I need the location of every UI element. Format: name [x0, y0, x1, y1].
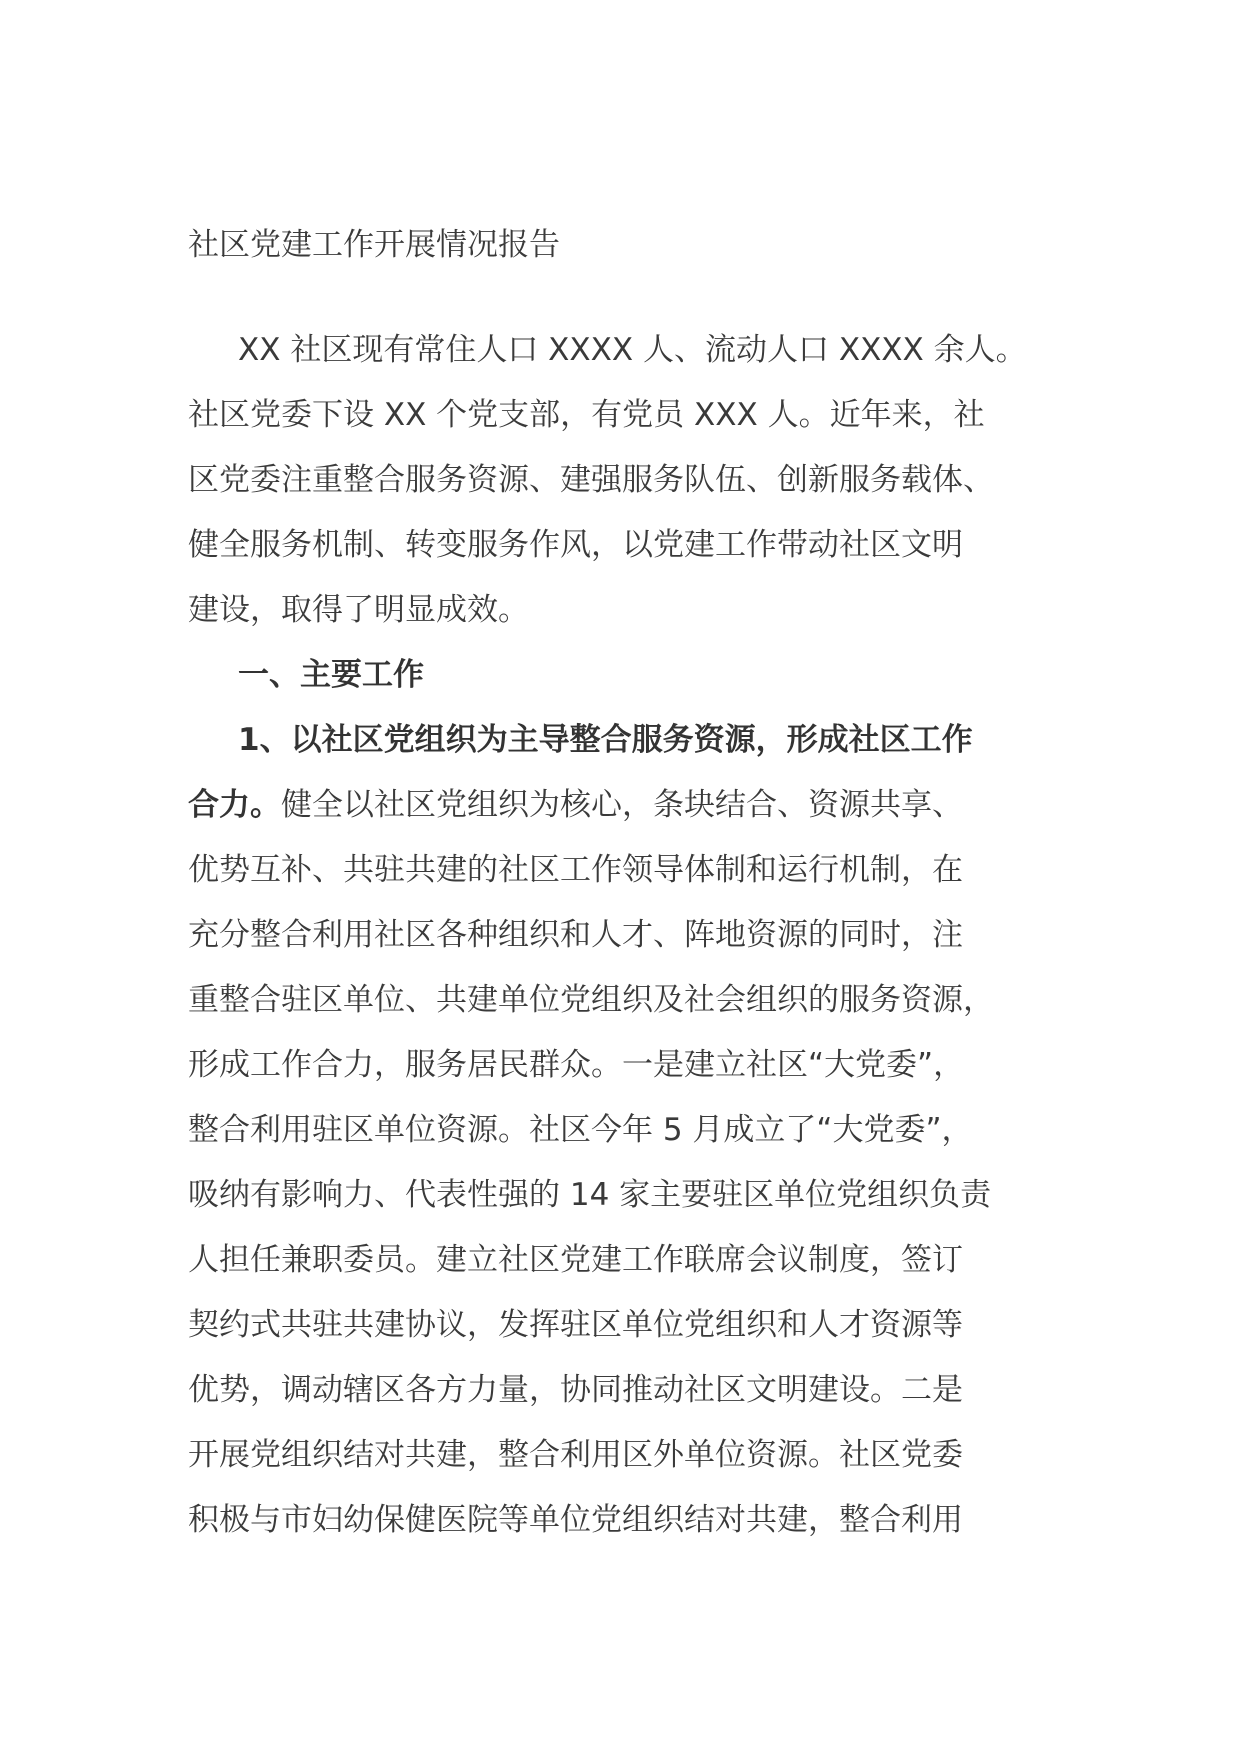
section-heading: 一、主要工作 [238, 657, 424, 693]
paragraph-line: 积极与市妇幼保健医院等单位党组织结对共建，整合利用 [188, 1502, 963, 1538]
paragraph-line: 开展党组织结对共建，整合利用区外单位资源。社区党委 [188, 1437, 963, 1473]
paragraph-line: 契约式共驻共建协议，发挥驻区单位党组织和人才资源等 [188, 1307, 963, 1343]
paragraph-line: XX 社区现有常住人口 XXXX 人、流动人口 XXXX 余人。 [238, 332, 1027, 368]
paragraph-line: 整合利用驻区单位资源。社区今年 5 月成立了“大党委”， [188, 1112, 973, 1148]
paragraph-line: 重整合驻区单位、共建单位党组织及社会组织的服务资源， [188, 982, 994, 1018]
paragraph-line: 形成工作合力，服务居民群众。一是建立社区“大党委”， [188, 1047, 965, 1083]
paragraph-text: 健全以社区党组织为核心，条块结合、资源共享、 [281, 787, 963, 823]
paragraph-line: 人担任兼职委员。建立社区党建工作联席会议制度，签订 [188, 1242, 963, 1278]
paragraph-line: 社区党委下设 XX 个党支部，有党员 XXX 人。近年来，社 [188, 397, 985, 433]
paragraph-line: 吸纳有影响力、代表性强的 14 家主要驻区单位党组织负责 [188, 1177, 992, 1213]
paragraph-line: 健全服务机制、转变服务作风，以党建工作带动社区文明 [188, 527, 963, 563]
paragraph-line: 优势互补、共驻共建的社区工作领导体制和运行机制，在 [188, 852, 963, 888]
paragraph-line: 建设，取得了明显成效。 [188, 592, 529, 628]
item-heading: 1、以社区党组织为主导整合服务资源，形成社区工作 [238, 722, 973, 758]
paragraph-line: 充分整合利用社区各种组织和人才、阵地资源的同时，注 [188, 917, 963, 953]
paragraph-line [188, 773, 1052, 838]
document-body [188, 318, 1052, 1553]
paragraph-line: 区党委注重整合服务资源、建强服务队伍、创新服务载体、 [188, 462, 994, 498]
document-title: 社区党建工作开展情况报告 [188, 227, 560, 263]
paragraph-line: 优势，调动辖区各方力量，协同推动社区文明建设。二是 [188, 1372, 963, 1408]
item-heading-end: 合力。 [188, 787, 281, 823]
